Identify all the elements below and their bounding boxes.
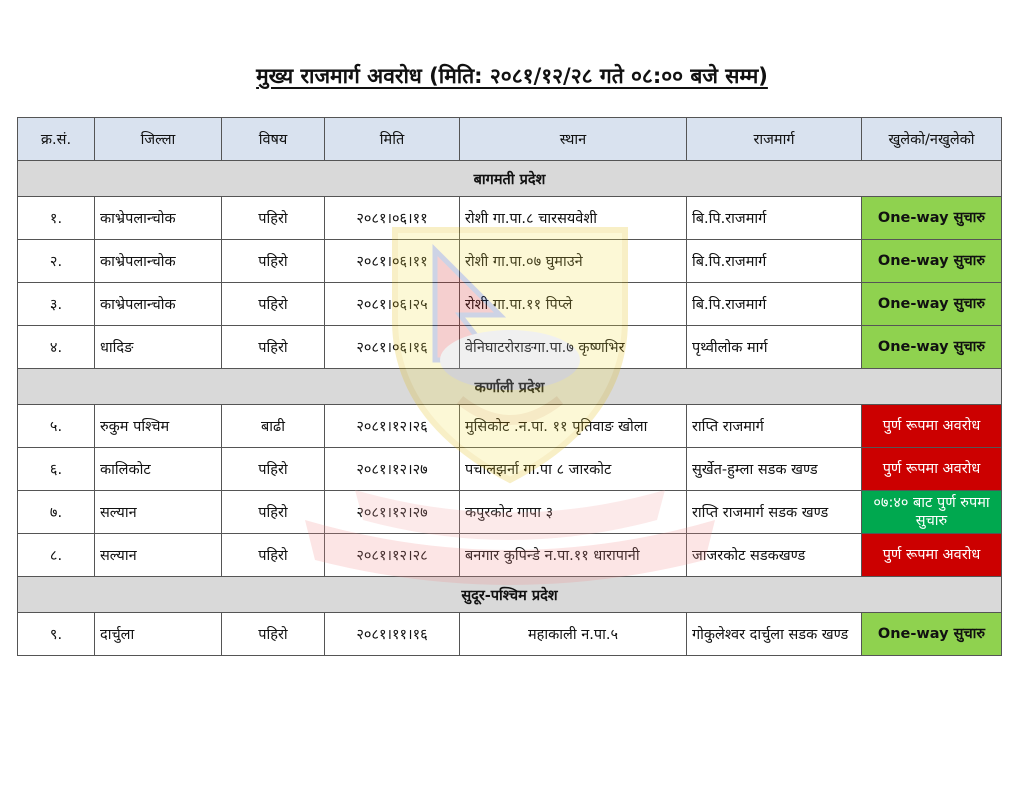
cell-subject: पहिरो bbox=[222, 240, 325, 283]
cell-highway: गोकुलेश्वर दार्चुला सडक खण्ड bbox=[687, 613, 862, 656]
cell-district: कालिकोट bbox=[95, 448, 222, 491]
cell-date: २०८१।१२।२६ bbox=[325, 405, 460, 448]
cell-highway: राप्ति राजमार्ग सडक खण्ड bbox=[687, 491, 862, 534]
cell-highway: बि.पि.राजमार्ग bbox=[687, 240, 862, 283]
cell-highway: पृथ्वीलोक मार्ग bbox=[687, 326, 862, 369]
cell-highway: सुर्खेत-हुम्ला सडक खण्ड bbox=[687, 448, 862, 491]
table-row bbox=[18, 448, 1002, 491]
cell-date: २०८१।१२।२८ bbox=[325, 534, 460, 577]
cell-subject: पहिरो bbox=[222, 197, 325, 240]
cell-place: मुसिकोट .न.पा. ११ पृतिवाङ खोला bbox=[460, 405, 687, 448]
section-name: बागमती प्रदेश bbox=[18, 161, 1002, 197]
cell-district: काभ्रेपलान्चोक bbox=[95, 283, 222, 326]
header-status: खुलेको/नखुलेको bbox=[862, 118, 1002, 161]
cell-district: दार्चुला bbox=[95, 613, 222, 656]
table-row bbox=[18, 534, 1002, 577]
cell-subject: पहिरो bbox=[222, 448, 325, 491]
cell-status: One-way सुचारु bbox=[862, 283, 1002, 326]
cell-serial: ९. bbox=[18, 613, 95, 656]
cell-date: २०८१।०६।२५ bbox=[325, 283, 460, 326]
cell-date: २०८१।०६।१६ bbox=[325, 326, 460, 369]
section-name: कर्णाली प्रदेश bbox=[18, 369, 1002, 405]
cell-subject: पहिरो bbox=[222, 326, 325, 369]
cell-place: रोशी गा.पा.८ चारसयवेशी bbox=[460, 197, 687, 240]
cell-status: पुर्ण रूपमा अवरोध bbox=[862, 448, 1002, 491]
cell-subject: पहिरो bbox=[222, 613, 325, 656]
cell-district: धादिङ bbox=[95, 326, 222, 369]
cell-district: काभ्रेपलान्चोक bbox=[95, 240, 222, 283]
cell-status: पुर्ण रूपमा अवरोध bbox=[862, 534, 1002, 577]
table-row bbox=[18, 491, 1002, 534]
cell-district: रुकुम पश्चिम bbox=[95, 405, 222, 448]
section-row bbox=[18, 369, 1002, 405]
table-row bbox=[18, 283, 1002, 326]
cell-subject: बाढी bbox=[222, 405, 325, 448]
header-place: स्थान bbox=[460, 118, 687, 161]
header-date: मिति bbox=[325, 118, 460, 161]
table-row bbox=[18, 197, 1002, 240]
table-row bbox=[18, 405, 1002, 448]
header-highway: राजमार्ग bbox=[687, 118, 862, 161]
cell-district: सल्यान bbox=[95, 534, 222, 577]
cell-status: One-way सुचारु bbox=[862, 197, 1002, 240]
cell-subject: पहिरो bbox=[222, 491, 325, 534]
cell-highway: बि.पि.राजमार्ग bbox=[687, 197, 862, 240]
cell-place: पचालझर्ना गा.पा ८ जारकोट bbox=[460, 448, 687, 491]
cell-subject: पहिरो bbox=[222, 283, 325, 326]
table-row bbox=[18, 240, 1002, 283]
table-row bbox=[18, 326, 1002, 369]
table-row bbox=[18, 613, 1002, 656]
section-name: सुदूर-पश्चिम प्रदेश bbox=[18, 577, 1002, 613]
cell-date: २०८१।०६।११ bbox=[325, 240, 460, 283]
cell-place: वेनिघाटरोराङगा.पा.७ कृष्णभिर bbox=[460, 326, 687, 369]
cell-serial: ४. bbox=[18, 326, 95, 369]
cell-place: महाकाली न.पा.५ bbox=[460, 613, 687, 656]
cell-date: २०८१।१२।२७ bbox=[325, 448, 460, 491]
cell-status: One-way सुचारु bbox=[862, 613, 1002, 656]
cell-place: कपुरकोट गापा ३ bbox=[460, 491, 687, 534]
cell-date: २०८१।११।१६ bbox=[325, 613, 460, 656]
cell-place: रोशी गा.पा.११ पिप्ले bbox=[460, 283, 687, 326]
cell-status: ०७:४० बाट पुर्ण रुपमा सुचारु bbox=[862, 491, 1002, 534]
cell-district: काभ्रेपलान्चोक bbox=[95, 197, 222, 240]
cell-highway: बि.पि.राजमार्ग bbox=[687, 283, 862, 326]
cell-status: One-way सुचारु bbox=[862, 240, 1002, 283]
cell-serial: ६. bbox=[18, 448, 95, 491]
cell-highway: जाजरकोट सडकखण्ड bbox=[687, 534, 862, 577]
page-title: मुख्य राजमार्ग अवरोध (मिति: २०८१/१२/२८ गते ०८:०० बजे सम्म) bbox=[256, 64, 768, 88]
cell-status: One-way सुचारु bbox=[862, 326, 1002, 369]
cell-serial: १. bbox=[18, 197, 95, 240]
cell-place: बनगार कुपिन्डे न.पा.११ धारापानी bbox=[460, 534, 687, 577]
cell-serial: २. bbox=[18, 240, 95, 283]
cell-serial: ८. bbox=[18, 534, 95, 577]
table-header-row bbox=[18, 118, 1002, 161]
cell-district: सल्यान bbox=[95, 491, 222, 534]
header-serial: क्र.सं. bbox=[18, 118, 95, 161]
header-district: जिल्ला bbox=[95, 118, 222, 161]
header-subject: विषय bbox=[222, 118, 325, 161]
cell-serial: ३. bbox=[18, 283, 95, 326]
highway-obstruction-table bbox=[17, 117, 1002, 656]
cell-subject: पहिरो bbox=[222, 534, 325, 577]
cell-status: पुर्ण रूपमा अवरोध bbox=[862, 405, 1002, 448]
cell-date: २०८१।०६।११ bbox=[325, 197, 460, 240]
section-row bbox=[18, 161, 1002, 197]
section-row bbox=[18, 577, 1002, 613]
cell-highway: राप्ति राजमार्ग bbox=[687, 405, 862, 448]
cell-serial: ७. bbox=[18, 491, 95, 534]
cell-serial: ५. bbox=[18, 405, 95, 448]
cell-date: २०८१।१२।२७ bbox=[325, 491, 460, 534]
cell-place: रोशी गा.पा.०७ घुमाउने bbox=[460, 240, 687, 283]
